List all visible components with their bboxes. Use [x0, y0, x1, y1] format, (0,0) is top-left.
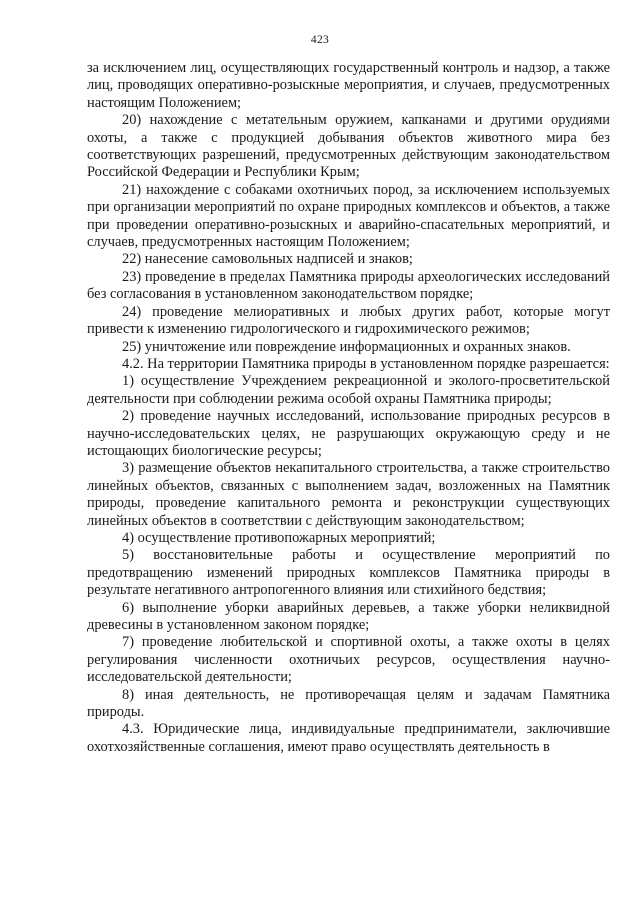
page-number: 423 [310, 34, 330, 46]
section-4-2-heading: 4.2. На территории Памятника природы в установленном порядке разрешается: [122, 355, 610, 372]
document-body [87, 60, 610, 756]
paragraph-item-24: 24) проведение мелиоративных и любых других работ, которые могут привести к изменению гидрологического и гидрохимического режимов; [87, 303, 610, 338]
paragraph-continuation: за исключением лиц, осуществляющих государственный контроль и надзор, а также лиц, проводящих оперативно-розыскные мероприятия, и случаев, предусмотренных настоящим Положением; [87, 60, 610, 111]
paragraph-allowed-8: 8) иная деятельность, не противоречащая целям и задачам Памятника природы. [87, 686, 610, 721]
paragraph-item-25: 25) уничтожение или повреждение информационных и охранных знаков. [122, 338, 571, 355]
paragraph-allowed-4: 4) осуществление противопожарных мероприятий; [122, 529, 436, 546]
paragraph-allowed-1: 1) осуществление Учреждением рекреационной и эколого-просветительской деятельности при соблюдении режима особой охраны Памятника природы; [87, 373, 610, 407]
paragraph-item-23: 23) проведение в пределах Памятника природы археологических исследований без согласования в установленном законодательством порядке; [87, 268, 610, 303]
paragraph-allowed-6: 6) выполнение уборки аварийных деревьев, а также уборки неликвидной древесины в установленном законом порядке; [87, 599, 610, 633]
paragraph-allowed-3: 3) размещение объектов некапитального строительства, а также строительство линейных объектов, связанных с выполнением задач, возложенных на Памятник природы, проведение капитального ремонта и реконструкции существующих линейных объектов в соответствии с действующим законодательством; [87, 460, 610, 529]
paragraph-allowed-5: 5) восстановительные работы и осуществление мероприятий по предотвращению изменений природных комплексов Памятника природы в результате негативного антропогенного влияния или стихийного бедствия; [87, 547, 610, 599]
paragraph-allowed-7: 7) проведение любительской и спортивной охоты, а также охоты в целях регулирования численности охотничьих ресурсов, осуществления научно-исследовательской деятельности; [87, 634, 610, 686]
paragraph-item-22: 22) нанесение самовольных надписей и знаков; [122, 251, 413, 268]
paragraph-item-21: 21) нахождение с собаками охотничьих пород, за исключением используемых при организации мероприятий по охране природных комплексов и объектов, а также при проведении оперативно-розыскных и аварийно-спасательных мероприятий, и случаев, предусмотренных настоящим Положением; [87, 181, 610, 251]
section-4-3-paragraph: 4.3. Юридические лица, индивидуальные предприниматели, заключившие охотхозяйственные соглашения, имеют право осуществлять деятельность в [87, 721, 610, 755]
paragraph-allowed-2: 2) проведение научных исследований, использование природных ресурсов в научно-исследовательских целях, не разрушающих окружающую среду и не истощающих биологические ресурсы; [87, 408, 610, 459]
paragraph-item-20: 20) нахождение с метательным оружием, капканами и другими орудиями охоты, а также с продукцией добывания объектов животного мира без соответствующих разрешений, предусмотренных действующим законодательством Российской Федерации и Республики Крым; [87, 112, 610, 181]
